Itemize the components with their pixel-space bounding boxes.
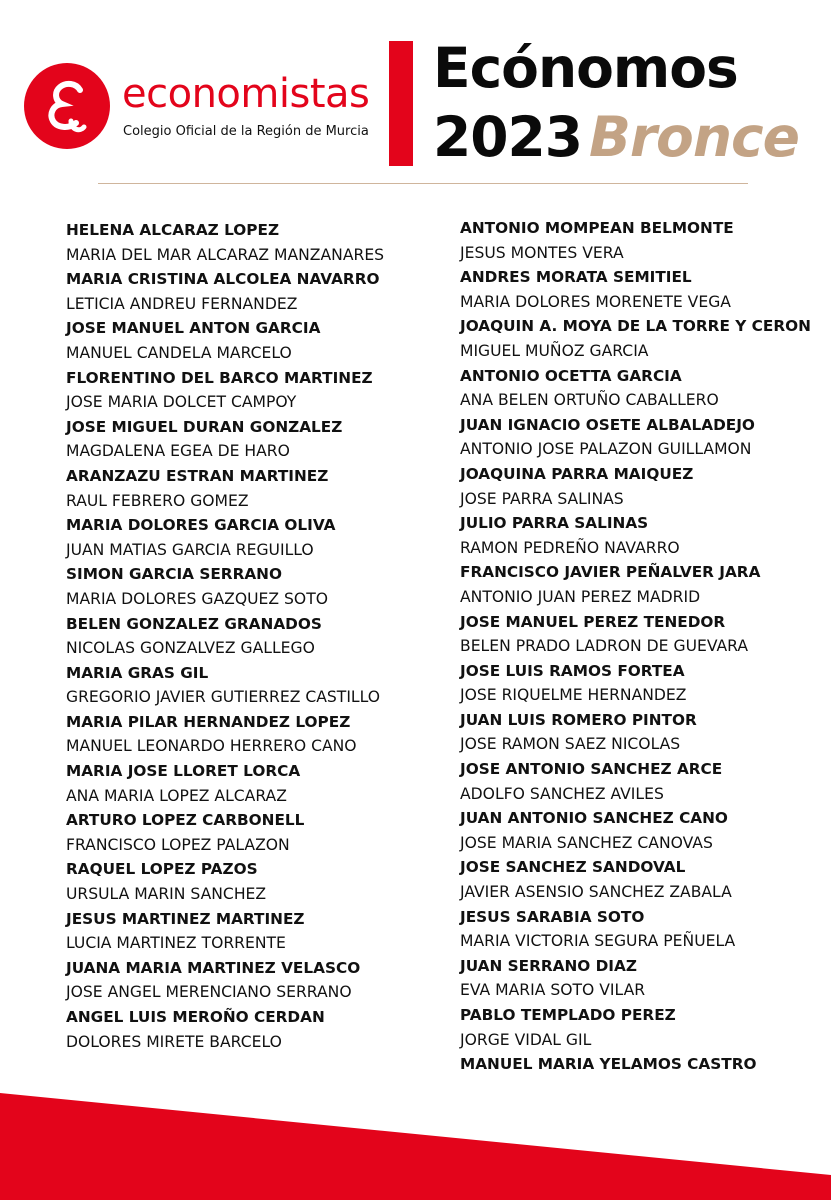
member-name: JOSE MARIA SANCHEZ CANOVAS	[460, 833, 713, 852]
member-name: LUCIA MARTINEZ TORRENTE	[66, 934, 286, 953]
member-name: RAQUEL LOPEZ PAZOS	[66, 860, 258, 879]
member-name: JOSE MANUEL PEREZ TENEDOR	[460, 612, 726, 631]
footer-red-band	[0, 1085, 831, 1200]
member-name: JESUS SARABIA SOTO	[460, 907, 645, 926]
member-name: MANUEL MARIA YELAMOS CASTRO	[460, 1055, 757, 1074]
member-name: MARIA DEL MAR ALCARAZ MANZANARES	[66, 245, 385, 264]
member-name: URSULA MARIN SANCHEZ	[66, 885, 267, 904]
member-name: ANTONIO OCETTA GARCIA	[460, 366, 682, 385]
member-name: ARTURO LOPEZ CARBONELL	[66, 811, 305, 830]
member-name: MIGUEL MUÑOZ GARCIA	[460, 341, 649, 360]
member-name: ADOLFO SANCHEZ AVILES	[460, 784, 664, 803]
member-name: MANUEL CANDELA MARCELO	[66, 343, 292, 362]
member-name: ANA MARIA LOPEZ ALCARAZ	[66, 786, 287, 805]
member-name: JUAN SERRANO DIAZ	[460, 956, 637, 975]
member-name: JESUS MONTES VERA	[460, 243, 624, 262]
member-name: ANDRES MORATA SEMITIEL	[460, 268, 692, 287]
member-name: ANGEL LUIS MEROÑO CERDAN	[66, 1008, 325, 1026]
member-name: MARIA DOLORES GAZQUEZ SOTO	[66, 589, 328, 608]
member-name: ANTONIO MOMPEAN BELMONTE	[460, 219, 734, 237]
member-name: FLORENTINO DEL BARCO MARTINEZ	[66, 368, 373, 387]
member-name: NICOLAS GONZALVEZ GALLEGO	[66, 639, 315, 658]
member-name: BELEN PRADO LADRON DE GUEVARA	[460, 637, 749, 656]
member-name: GREGORIO JAVIER GUTIERREZ CASTILLO	[66, 688, 381, 707]
logo-wordmark: economistas	[122, 71, 370, 117]
members-list-right	[460, 216, 811, 1077]
member-name: JOSE LUIS RAMOS FORTEA	[460, 661, 685, 680]
red-accent-bar	[389, 41, 413, 166]
member-name: FRANCISCO LOPEZ PALAZON	[66, 835, 290, 854]
member-name: JOSE RIQUELME HERNANDEZ	[460, 686, 687, 705]
member-name: MAGDALENA EGEA DE HARO	[66, 442, 290, 461]
member-name: JUANA MARIA MARTINEZ VELASCO	[66, 958, 361, 977]
member-name: DOLORES MIRETE BARCELO	[66, 1032, 282, 1051]
member-name: JOSE MANUEL ANTON GARCIA	[66, 319, 321, 338]
member-name: MARIA PILAR HERNANDEZ LOPEZ	[66, 712, 351, 731]
member-name: JOSE ANGEL MERENCIANO SERRANO	[66, 983, 352, 1002]
member-name: BELEN GONZALEZ GRANADOS	[66, 614, 322, 633]
member-name: EVA MARIA SOTO VILAR	[460, 981, 646, 1000]
member-name: MANUEL LEONARDO HERRERO CANO	[66, 737, 357, 756]
member-name: PABLO TEMPLADO PEREZ	[460, 1006, 676, 1024]
member-name: JORGE VIDAL GIL	[460, 1030, 592, 1049]
member-name: JAVIER ASENSIO SANCHEZ ZABALA	[460, 883, 732, 902]
member-name: ANA BELEN ORTUÑO CABALLERO	[460, 391, 719, 410]
member-name: LETICIA ANDREU FERNANDEZ	[66, 294, 298, 313]
title-tier: Bronce	[589, 105, 799, 169]
members-list-left	[66, 218, 384, 1054]
header-divider	[98, 183, 748, 184]
member-name: MARIA DOLORES MORENETE VEGA	[460, 292, 731, 311]
member-name: MARIA CRISTINA ALCOLEA NAVARRO	[66, 270, 380, 289]
member-name: RAUL FEBRERO GOMEZ	[66, 491, 249, 510]
member-name: MARIA DOLORES GARCIA OLIVA	[66, 516, 336, 535]
member-name: MARIA GRAS GIL	[66, 663, 209, 682]
member-name: JUAN LUIS ROMERO PINTOR	[460, 710, 697, 729]
page-title: Ecónomos	[433, 36, 738, 100]
member-name: JULIO PARRA SALINAS	[460, 514, 649, 533]
member-name: JOSE MARIA DOLCET CAMPOY	[66, 393, 297, 412]
member-name: JOAQUIN A. MOYA DE LA TORRE Y CERON	[460, 317, 811, 336]
member-name: JUAN ANTONIO SANCHEZ CANO	[460, 809, 728, 828]
member-name: RAMON PEDREÑO NAVARRO	[460, 538, 680, 557]
member-name: JOAQUINA PARRA MAIQUEZ	[460, 464, 694, 483]
member-name: ANTONIO JUAN PEREZ MADRID	[460, 587, 701, 606]
member-name: JOSE ANTONIO SANCHEZ ARCE	[460, 760, 723, 779]
member-name: JUAN MATIAS GARCIA REGUILLO	[66, 540, 314, 559]
title-year: 2023	[433, 105, 583, 169]
member-name: JOSE MIGUEL DURAN GONZALEZ	[66, 417, 343, 436]
member-name: SIMON GARCIA SERRANO	[66, 565, 282, 584]
economistas-logo-icon	[24, 63, 110, 149]
member-name: ANTONIO JOSE PALAZON GUILLAMON	[460, 440, 752, 459]
member-name: JUAN IGNACIO OSETE ALBALADEJO	[460, 415, 755, 434]
logo-subtitle: Colegio Oficial de la Región de Murcia	[123, 124, 369, 139]
member-name: JOSE SANCHEZ SANDOVAL	[460, 858, 686, 877]
member-name: ARANZAZU ESTRAN MARTINEZ	[66, 466, 329, 485]
member-name: MARIA VICTORIA SEGURA PEÑUELA	[460, 932, 736, 951]
member-name: JESUS MARTINEZ MARTINEZ	[66, 909, 305, 928]
member-name: FRANCISCO JAVIER PEÑALVER JARA	[460, 563, 761, 582]
member-name: HELENA ALCARAZ LOPEZ	[66, 221, 280, 239]
member-name: JOSE PARRA SALINAS	[460, 489, 624, 508]
member-name: JOSE RAMON SAEZ NICOLAS	[460, 735, 681, 754]
member-name: MARIA JOSE LLORET LORCA	[66, 762, 301, 781]
